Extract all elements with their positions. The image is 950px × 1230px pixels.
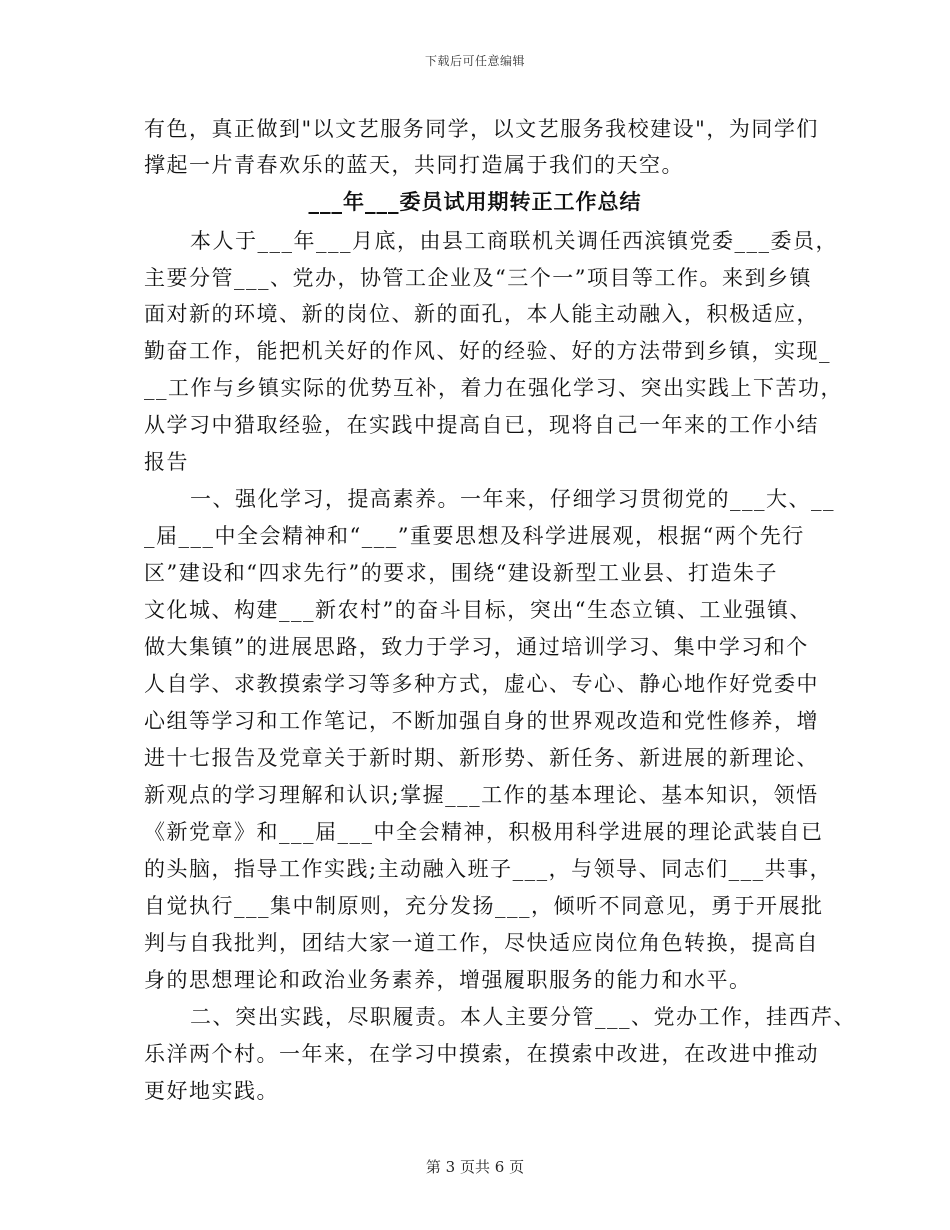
- body-line-19: 《新党章》和___届___中全会精神，积极用科学进展的理论武装自已: [144, 820, 824, 844]
- body-line-5: 面对新的环境、新的岗位、新的面孔，本人能主动融入，积极适应，: [144, 302, 819, 326]
- body-line-14: 做大集镇”的进展思路，致力于学习，通过培训学习、集中学习和个: [144, 635, 809, 659]
- body-line-26: 更好地实践。: [144, 1079, 279, 1103]
- body-line-10: 一、强化学习，提高素养。一年来，仔细学习贯彻党的___大、__: [190, 487, 835, 511]
- body-line-13: 文化城、构建___新农村”的奋斗目标，突出“生态立镇、工业强镇、: [144, 598, 812, 622]
- body-line-17: 进十七报告及党章关于新时期、新形势、新任务、新进展的新理论、: [144, 746, 819, 770]
- body-line-23: 身的思想理论和政治业务素养，增强履职服务的能力和水平。: [144, 968, 752, 992]
- document-title: ___年___委员试用期转正工作总结: [308, 190, 642, 214]
- body-line-12: 区”建设和“四求先行”的要求，围绕“建设新型工业县、打造朱子: [144, 561, 778, 585]
- body-line-22: 判与自我批判，团结大家一道工作，尽快适应岗位角色转换，提高自: [144, 931, 819, 955]
- body-line-25: 乐洋两个村。一年来，在学习中摸索，在摸索中改进，在改进中推动: [144, 1042, 819, 1066]
- body-line-16: 心组等学习和工作笔记，不断加强自身的世界观改造和党性修养，增: [144, 709, 819, 733]
- body-line-6: 勤奋工作，能把机关好的作风、好的经验、好的方法带到乡镇，实现_: [144, 339, 831, 363]
- page-header: 下载后可任意编辑: [424, 54, 525, 68]
- body-line-24: 二、突出实践，尽职履责。本人主要分管___、党办工作，挂西芹、: [190, 1005, 856, 1029]
- body-line-20: 的头脑，指导工作实践;主动融入班子___，与领导、同志们___共事，: [144, 857, 833, 881]
- page-footer: 第 3 页共 6 页: [425, 1158, 525, 1176]
- body-line-1: 有色，真正做到"以文艺服务同学，以文艺服务我校建设"，为同学们: [144, 117, 819, 141]
- body-line-8: 从学习中猎取经验，在实践中提高自已，现将自己一年来的工作小结: [144, 413, 819, 437]
- body-line-18: 新观点的学习理解和认识;掌握___工作的基本理论、基本知识，领悟: [144, 783, 819, 807]
- body-line-9: 报告: [144, 450, 189, 474]
- body-line-4: 主要分管___、党办，协管工企业及“三个一”项目等工作。来到乡镇: [144, 266, 812, 290]
- body-line-2: 撑起一片青春欢乐的蓝天，共同打造属于我们的天空。: [144, 153, 684, 177]
- body-line-15: 人自学、求教摸索学习等多种方式，虚心、专心、静心地作好党委中: [144, 672, 819, 696]
- body-line-3: 本人于___年___月底，由县工商联机关调任西滨镇党委___委员，: [190, 229, 838, 253]
- body-line-11: _届___中全会精神和“___”重要思想及科学进展观，根据“两个先行: [144, 524, 805, 548]
- body-line-21: 自觉执行___集中制原则，充分发扬___，倾听不同意见，勇于开展批: [144, 894, 824, 918]
- body-line-7: __工作与乡镇实际的优势互补，着力在强化学习、突出实践上下苦功，: [144, 376, 843, 400]
